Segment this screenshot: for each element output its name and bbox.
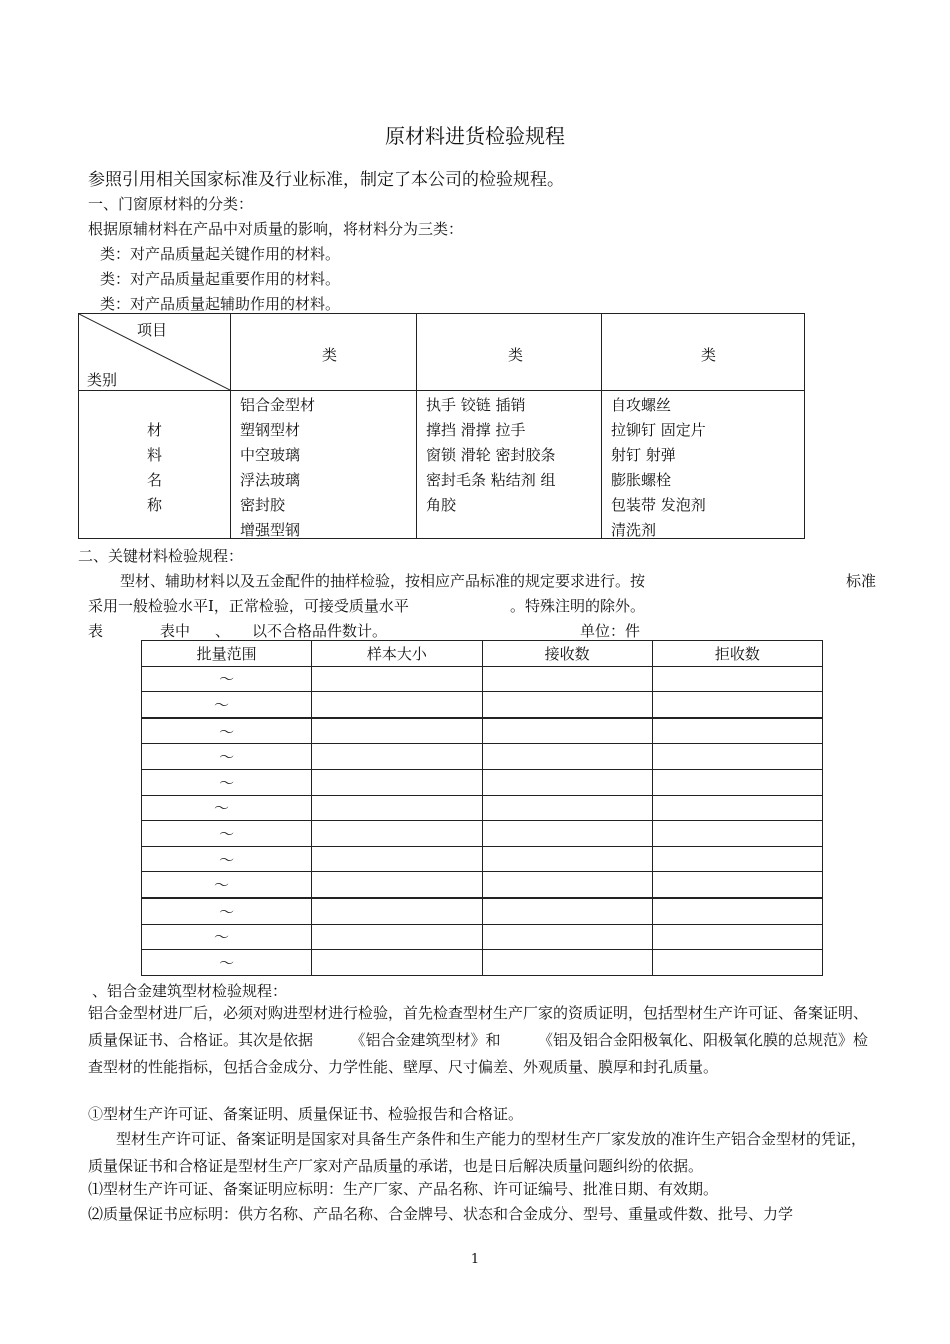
section3-paragraph: 铝合金型材进厂后，必须对购进型材进行检验，首先检查型材生产厂家的资质证明，包括型材生产许可证、备案证明、质量保证书、合格证。其次是依据 《铝合金建筑型材》和 《铝及铝合金阳极氧化、阳极氧化膜的总规范》检查型材的性能指标，包括合金成分、力学性能、壁厚、尺寸偏差、外观质量、膜厚和封孔质量。: [88, 1004, 869, 1076]
material-item: 撑挡 滑撑 拉手: [426, 421, 526, 439]
table-row: [142, 769, 823, 795]
material-item: 角胶: [426, 496, 457, 514]
material-item: 浮法玻璃: [240, 471, 301, 489]
col-header-a: 类: [322, 346, 338, 364]
section3-paragraph: 型材生产许可证、备案证明是国家对具备生产条件和生产能力的型材生产厂家发放的准许生产铝合金型材的凭证，质量保证书和合格证是型材生产厂家对产品质量的承诺，也是日后解决质量问题纠纷的依据。: [88, 1130, 867, 1175]
table-row: [142, 846, 823, 872]
row-label-char: 材: [147, 421, 163, 439]
row-label-char: 名: [147, 471, 163, 489]
batch-range-cell: ～: [142, 795, 312, 821]
material-item: 包装带 发泡剂: [611, 496, 706, 514]
table-divider: [79, 390, 804, 391]
section3-item: ①型材生产许可证、备案证明、质量保证书、检验报告和合格证。: [88, 1105, 524, 1123]
table-row: [142, 872, 823, 898]
header-sample-size: 样本大小: [312, 641, 482, 667]
material-item: 执手 铰链 插销: [426, 396, 526, 414]
table-row: [142, 950, 823, 976]
col-header-c: 类: [701, 346, 717, 364]
corner-top-label: 项目: [137, 321, 168, 339]
table-row: [142, 898, 823, 924]
batch-range-cell: ～: [142, 821, 312, 847]
batch-range-cell: ～: [142, 666, 312, 692]
class-a-line: 类：对产品质量起关键作用的材料。: [100, 245, 341, 263]
header-reject: 拒收数: [652, 641, 822, 667]
table-note: 以不合格品件数计。: [252, 622, 388, 640]
batch-range-cell: ～: [142, 924, 312, 950]
material-item: 窗锁 滑轮 密封胶条: [426, 446, 556, 464]
material-item: 增强型钢: [240, 521, 301, 539]
row-label-char: 料: [147, 446, 163, 464]
table-row: [142, 692, 823, 718]
class-b-line: 类：对产品质量起重要作用的材料。: [100, 270, 341, 288]
material-item: 中空玻璃: [240, 446, 301, 464]
header-batch-range: 批量范围: [142, 641, 312, 667]
table-divider: [230, 314, 231, 538]
section2-text: 采用一般检验水平Ⅰ，正常检验，可接受质量水平: [88, 597, 409, 615]
batch-range-cell: ～: [142, 718, 312, 744]
sampling-table: [141, 640, 823, 976]
section2-heading: 二、关键材料检验规程：: [78, 547, 244, 565]
header-accept: 接收数: [482, 641, 652, 667]
page-title: 原材料进货检验规程: [385, 124, 565, 148]
table-row: [142, 795, 823, 821]
material-item: 铝合金型材: [240, 396, 316, 414]
table-divider: [416, 314, 417, 538]
table-row: [142, 821, 823, 847]
table-note: 、: [215, 622, 231, 640]
section2-text: 。特殊注明的除外。: [510, 597, 646, 615]
intro-text: 参照引用相关国家标准及行业标准，制定了本公司的检验规程。: [88, 170, 564, 190]
unit-label: 单位：件: [580, 622, 641, 640]
batch-range-cell: ～: [142, 744, 312, 770]
batch-range-cell: ～: [142, 846, 312, 872]
material-item: 膨胀螺栓: [611, 471, 672, 489]
material-item: 清洗剂: [611, 521, 657, 539]
batch-range-cell: ～: [142, 872, 312, 898]
class-c-line: 类：对产品质量起辅助作用的材料。: [100, 295, 341, 313]
section2-text: 标准: [846, 572, 877, 590]
batch-range-cell: ～: [142, 950, 312, 976]
corner-bottom-label: 类别: [87, 371, 118, 389]
batch-range-cell: ～: [142, 898, 312, 924]
material-item: 自攻螺丝: [611, 396, 672, 414]
section3-item: ⑴型材生产许可证、备案证明应标明：生产厂家、产品名称、许可证编号、批准日期、有效期。: [88, 1180, 719, 1198]
table-note: 表中: [160, 622, 191, 640]
table-note: 表: [88, 622, 104, 640]
category-table: [78, 313, 805, 539]
material-item: 密封毛条 粘结剂 组: [426, 471, 556, 489]
section1-desc: 根据原辅材料在产品中对质量的影响，将材料分为三类：: [88, 220, 464, 238]
col-header-b: 类: [508, 346, 524, 364]
material-item: 密封胶: [240, 496, 286, 514]
table-row: [142, 666, 823, 692]
section1-heading: 一、门窗原材料的分类：: [88, 195, 254, 213]
section3-heading: 、铝合金建筑型材检验规程：: [92, 982, 288, 1000]
material-item: 塑钢型材: [240, 421, 301, 439]
material-item: 射钉 射弹: [611, 446, 676, 464]
row-label-char: 称: [147, 496, 163, 514]
section3-item: ⑵质量保证书应标明：供方名称、产品名称、合金牌号、状态和合金成分、型号、重量或件数、批号、力学: [88, 1205, 794, 1223]
table-row: [142, 744, 823, 770]
table-row: [142, 718, 823, 744]
section2-text: 型材、辅助材料以及五金配件的抽样检验，按相应产品标准的规定要求进行。按: [120, 572, 646, 590]
table-row: [142, 924, 823, 950]
material-item: 拉铆钉 固定片: [611, 421, 706, 439]
batch-range-cell: ～: [142, 692, 312, 718]
table-divider: [601, 314, 602, 538]
page-number: 1: [470, 1252, 480, 1267]
batch-range-cell: ～: [142, 769, 312, 795]
